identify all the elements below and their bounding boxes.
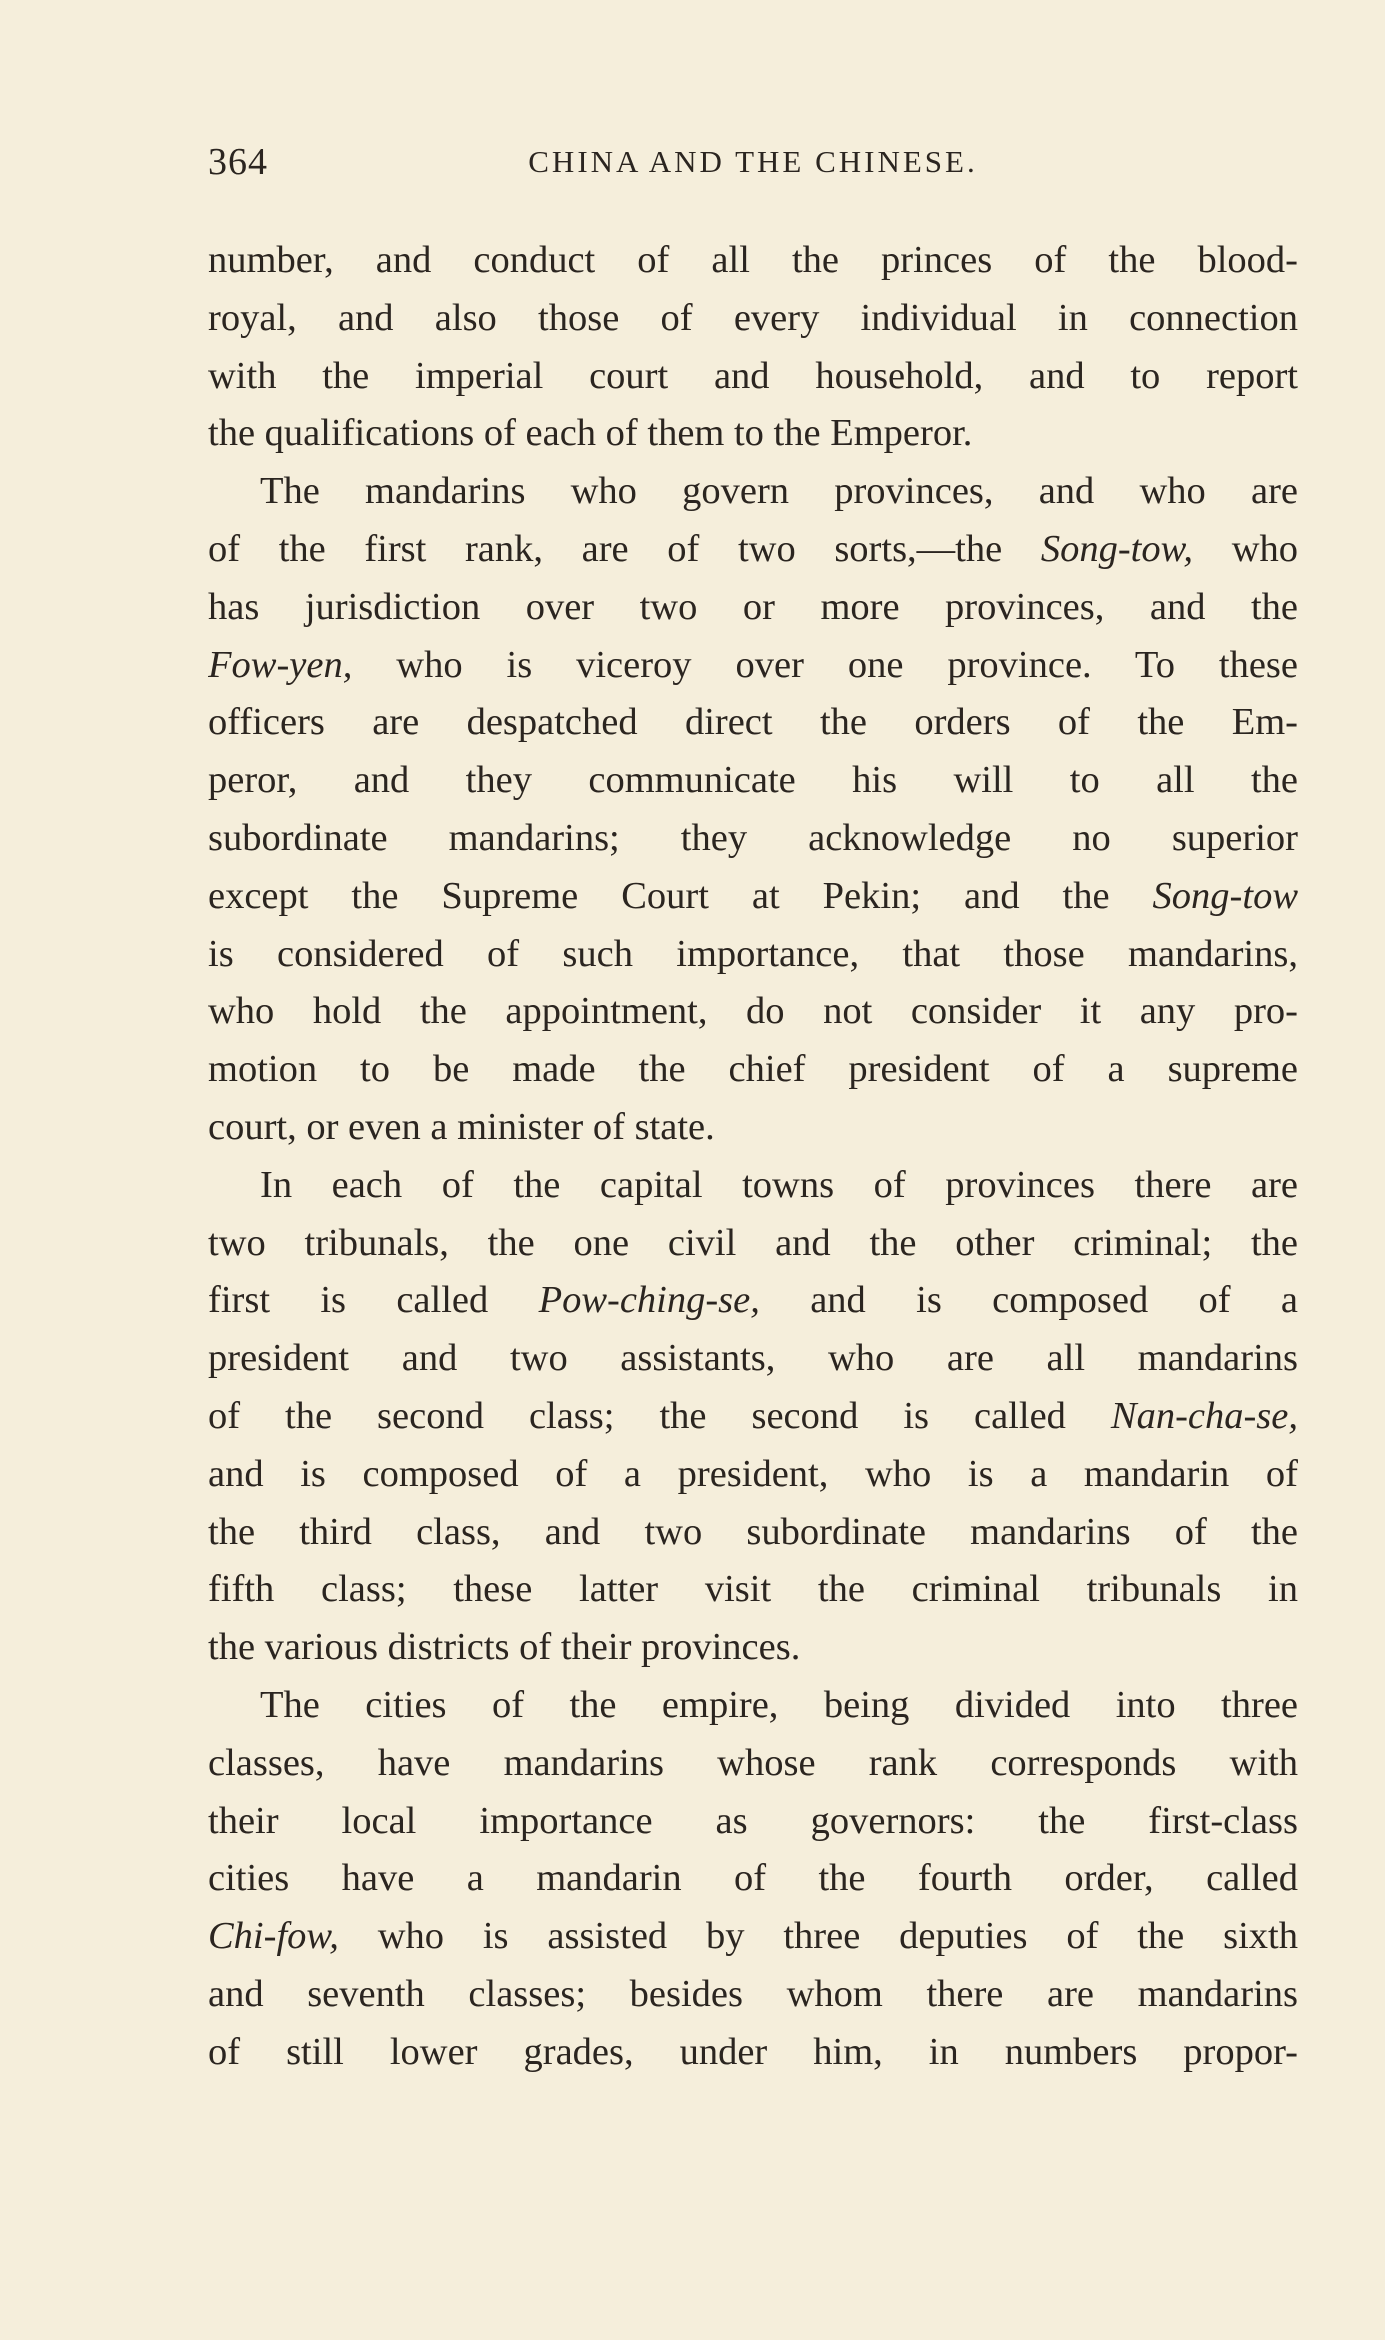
text-line: Fow-yen, who is viceroy over one province. To these (208, 643, 1298, 686)
paragraph-start-line: In each of the capital towns of provinces there are (260, 1163, 1298, 1206)
paragraph-start-line: The cities of the empire, being divided into three (260, 1683, 1298, 1726)
italic-term: Pow-ching-se, (538, 1279, 760, 1322)
text-line: Chi-fow, who is assisted by three deputies of the sixth (208, 1915, 1298, 1958)
text-line: cities have a mandarin of the fourth order, called (208, 1857, 1298, 1900)
italic-term: Chi-fow, (208, 1915, 339, 1958)
text-line: of still lower grades, under him, in numbers propor- (208, 2030, 1298, 2073)
text-line: court, or even a minister of state. (208, 1105, 715, 1148)
text-line: the third class, and two subordinate mandarins of the (208, 1510, 1298, 1553)
text-line: officers are despatched direct the orders of the Em- (208, 701, 1298, 744)
body-text (208, 232, 1298, 2082)
text-line: has jurisdiction over two or more provinces, and the (208, 585, 1298, 628)
text-line: first is called Pow-ching-se, and is composed of a (208, 1279, 1298, 1322)
text-line: president and two assistants, who are all mandarins (208, 1337, 1298, 1380)
paragraph-start-line: The mandarins who govern provinces, and who are (260, 470, 1298, 513)
page-number: 364 (208, 141, 268, 183)
text-line: royal, and also those of every individual in connection (208, 296, 1298, 339)
text-line: and is composed of a president, who is a mandarin of (208, 1452, 1298, 1495)
text-line: with the imperial court and household, and to report (208, 354, 1298, 397)
text-line: of the first rank, are of two sorts,—the Song-tow, who (208, 527, 1298, 570)
italic-term: Song-tow, (1040, 527, 1194, 570)
text-line: the qualifications of each of them to the Emperor. (208, 412, 973, 455)
running-head (208, 140, 1298, 200)
text-line: fifth class; these latter visit the criminal tribunals in (208, 1568, 1298, 1611)
running-title: CHINA AND THE CHINESE. (528, 144, 978, 179)
italic-term: Song-tow (1152, 874, 1298, 917)
text-line: who hold the appointment, do not consider it any pro- (208, 990, 1298, 1033)
text-line: number, and conduct of all the princes of the blood- (208, 239, 1298, 281)
text-line: classes, have mandarins whose rank corresponds with (208, 1741, 1298, 1784)
text-line: of the second class; the second is called Nan-cha-se, (208, 1394, 1298, 1437)
text-line: two tribunals, the one civil and the other criminal; the (208, 1221, 1298, 1264)
text-line: peror, and they communicate his will to all the (208, 759, 1298, 802)
text-line: is considered of such importance, that those mandarins, (208, 932, 1298, 975)
italic-term: Nan-cha-se, (1110, 1394, 1298, 1437)
text-line: and seventh classes; besides whom there are mandarins (208, 1972, 1298, 2015)
text-line: motion to be made the chief president of a supreme (208, 1048, 1298, 1091)
text-line: subordinate mandarins; they acknowledge no superior (208, 816, 1298, 859)
text-line: the various districts of their provinces. (208, 1626, 801, 1669)
text-line: except the Supreme Court at Pekin; and the Song-tow (208, 874, 1298, 917)
text-line: their local importance as governors: the first-class (208, 1799, 1298, 1842)
italic-term: Fow-yen, (208, 643, 353, 686)
